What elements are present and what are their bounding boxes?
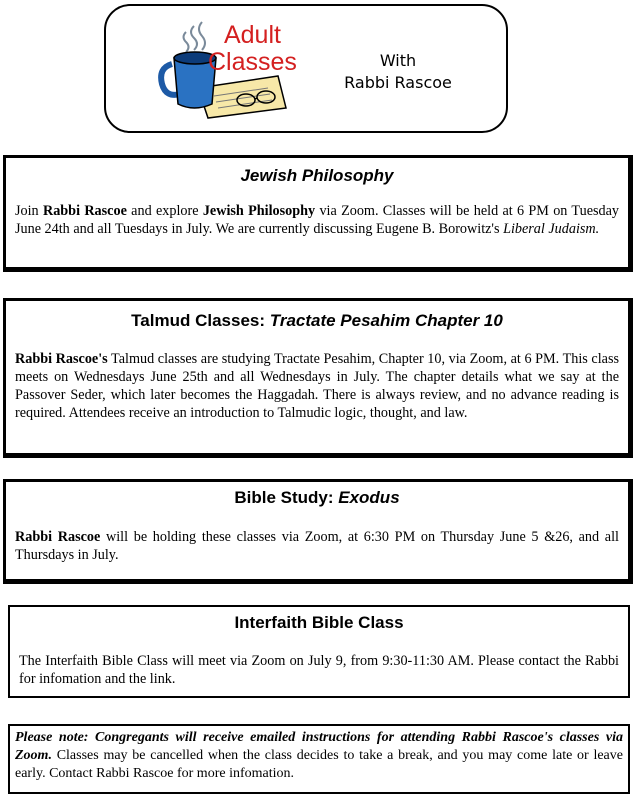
section-talmud-classes bbox=[3, 298, 633, 458]
logo-line-adult: Adult bbox=[223, 21, 281, 49]
section-body: Join Rabbi Rascoe and explore Jewish Philosophy via Zoom. Classes will be held at 6 PM on Tuesday June 24th and all Tuesdays in July. We are currently discussing Eugene B. Borowitz's Liberal Judaism. bbox=[15, 203, 619, 237]
rabbi-name: Rabbi Rascoe bbox=[344, 73, 452, 92]
section-interfaith-bible-class bbox=[8, 605, 630, 698]
note-text: Please note: Congregants will receive emailed instructions for attending Rabbi Rascoe's classes via Zoom. Classes may be cancelled when the class decides to take a break, and you may come late or leave early. Contact Rabbi Rascoe for more infomation. bbox=[15, 730, 623, 781]
section-bible-study bbox=[3, 479, 633, 584]
section-title: Talmud Classes: Tractate Pesahim Chapter 10 bbox=[131, 311, 503, 330]
section-body: Rabbi Rascoe's Talmud classes are studying Tractate Pesahim, Chapter 10, via Zoom, at 6 PM. This class meets on Wednesdays June 25th and all Wednesdays in July. The chapter details what we say at the Passover Seder, which later becomes the Haggadah. There is always review, and no advance reading is required. Attendees receive an introduction to Talmudic logic, thought, and law. bbox=[15, 351, 619, 421]
with-label: With bbox=[379, 51, 417, 70]
with-rabbi-text bbox=[338, 50, 458, 94]
note-box bbox=[8, 724, 630, 794]
section-title: Jewish Philosophy bbox=[240, 166, 394, 185]
section-title: Bible Study: Exodus bbox=[234, 488, 400, 507]
logo-line-classes: Classes bbox=[208, 48, 297, 76]
logo-text bbox=[208, 22, 297, 76]
section-jewish-philosophy bbox=[3, 155, 633, 272]
section-title: Interfaith Bible Class bbox=[234, 613, 404, 632]
section-body: The Interfaith Bible Class will meet via Zoom on July 9, from 9:30-11:30 AM. Please contact the Rabbi for infomation and the link. bbox=[19, 653, 619, 687]
section-body: Rabbi Rascoe will be holding these classes via Zoom, at 6:30 PM on Thursday June 5 &26, and all Thursdays in July. bbox=[15, 529, 619, 563]
header-banner bbox=[104, 4, 508, 133]
